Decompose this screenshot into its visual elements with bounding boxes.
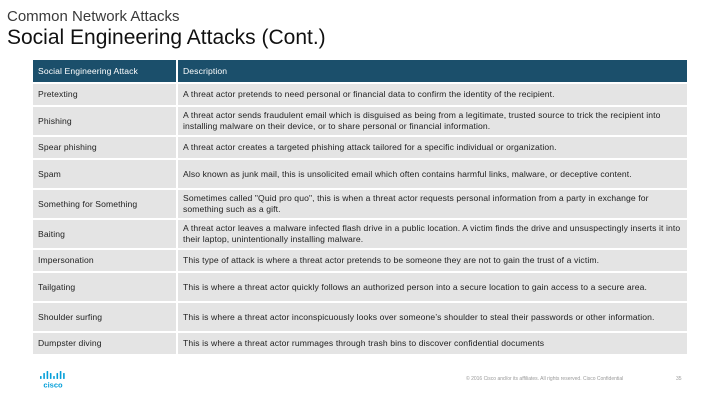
cisco-logo-icon — [39, 371, 67, 389]
description-cell: This type of attack is where a threat actor pretends to be someone they are not to gain the trust of a victim. — [178, 250, 687, 271]
attack-name-cell: Phishing — [33, 107, 178, 135]
description-cell: A threat actor creates a targeted phishing attack tailored for a specific individual or organization. — [178, 137, 687, 158]
description-cell: A threat actor leaves a malware infected flash drive in a public location. A victim finds the drive and unsuspectingly inserts it into their laptop, unintentionally installing malware. — [178, 220, 687, 248]
table-row — [33, 107, 687, 135]
attack-name-cell: Shoulder surfing — [33, 303, 178, 331]
table-header-row — [33, 60, 687, 82]
description-cell: A threat actor sends fraudulent email which is disguised as being from a legitimate, trusted source to trick the recipient into installing malware on their device, or to share personal or financial information. — [178, 107, 687, 135]
attack-name-cell: Pretexting — [33, 84, 178, 105]
attack-name-cell: Tailgating — [33, 273, 178, 301]
attacks-table — [33, 58, 687, 356]
description-cell: This is where a threat actor inconspicuously looks over someone’s shoulder to steal their passwords or other information. — [178, 303, 687, 331]
logo-text: cisco — [43, 380, 63, 389]
attack-name-cell: Impersonation — [33, 250, 178, 271]
description-cell: This is where a threat actor quickly follows an authorized person into a secure location to gain access to a secure area. — [178, 273, 687, 301]
table-row — [33, 137, 687, 158]
attack-name-cell: Dumpster diving — [33, 333, 178, 354]
attack-name-cell: Baiting — [33, 220, 178, 248]
table-row — [33, 303, 687, 331]
column-header-description: Description — [178, 60, 687, 82]
attack-name-cell: Spear phishing — [33, 137, 178, 158]
page-number: 35 — [676, 376, 682, 382]
table-row — [33, 84, 687, 105]
attack-name-cell: Something for Something — [33, 190, 178, 218]
table-row — [33, 190, 687, 218]
table-row — [33, 160, 687, 188]
attack-name-cell: Spam — [33, 160, 178, 188]
footer-copyright: © 2016 Cisco and/or its affiliates. All rights reserved. Cisco Confidential — [466, 376, 624, 382]
slide-title: Social Engineering Attacks (Cont.) — [7, 26, 326, 49]
slide-subtitle: Common Network Attacks — [7, 8, 180, 25]
description-cell: A threat actor pretends to need personal or financial data to confirm the identity of the recipient. — [178, 84, 687, 105]
table-row — [33, 220, 687, 248]
table-row — [33, 250, 687, 271]
table-row — [33, 273, 687, 301]
description-cell: Sometimes called "Quid pro quo", this is when a threat actor requests personal information from a party in exchange for something such as a gift. — [178, 190, 687, 218]
description-cell: This is where a threat actor rummages through trash bins to discover confidential documents — [178, 333, 687, 354]
description-cell: Also known as junk mail, this is unsolicited email which often contains harmful links, malware, or deceptive content. — [178, 160, 687, 188]
column-header-attack: Social Engineering Attack — [33, 60, 178, 82]
table-row — [33, 333, 687, 354]
